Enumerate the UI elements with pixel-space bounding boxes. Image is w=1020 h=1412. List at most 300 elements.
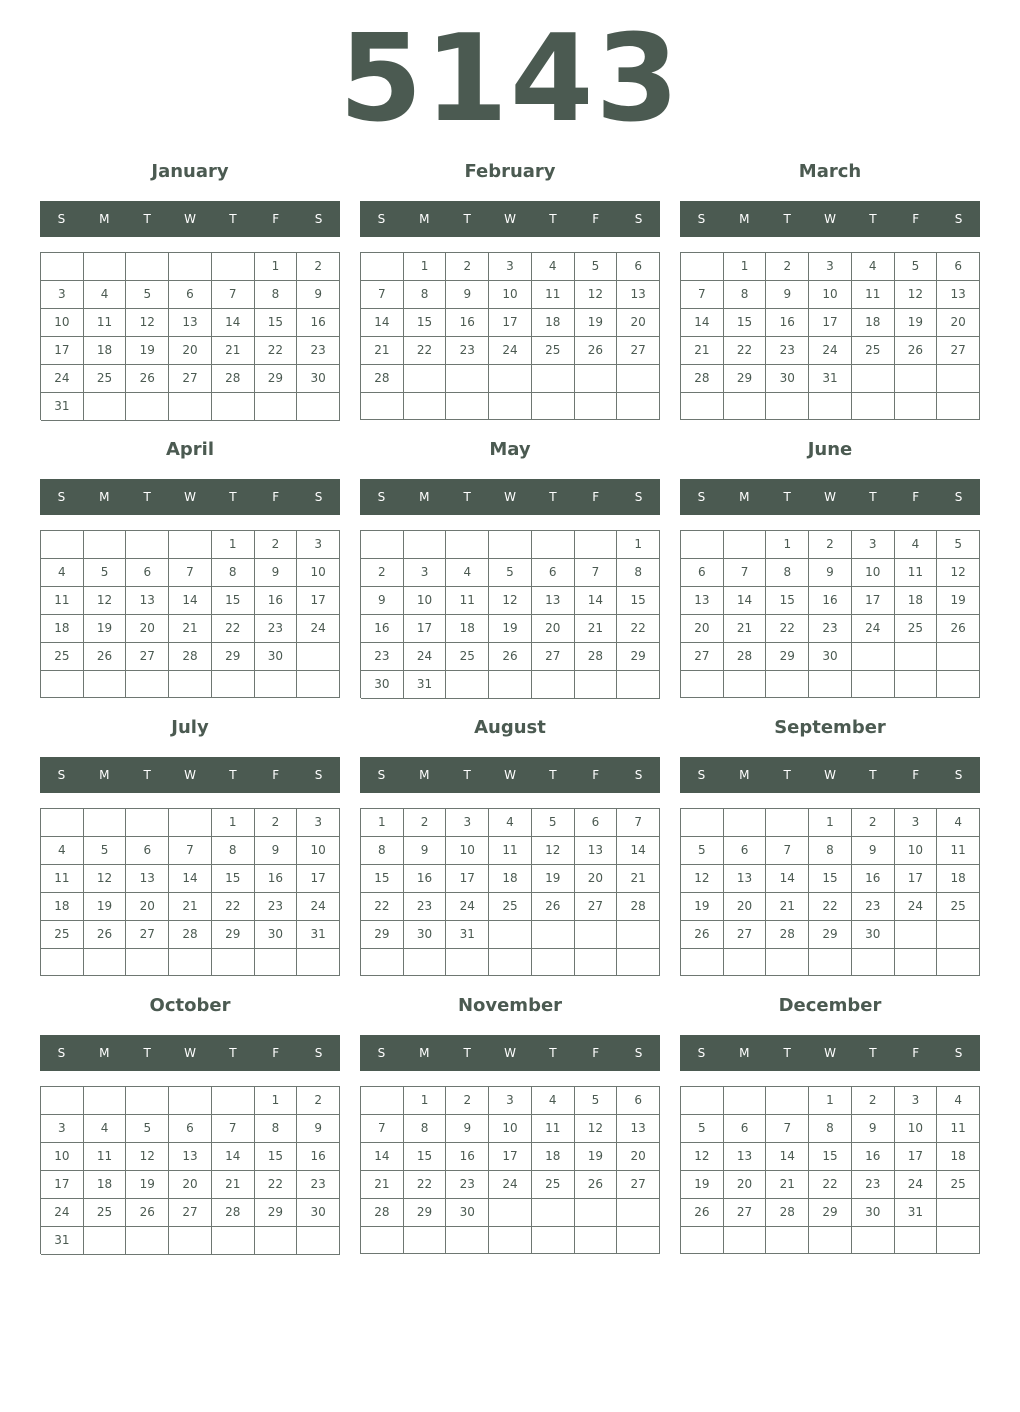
empty-day-cell [212,393,255,421]
day-cell: 8 [809,1115,852,1143]
empty-day-cell [212,949,255,976]
day-cell: 26 [84,921,127,949]
day-cell: 20 [126,615,169,643]
day-cell: 5 [126,1115,169,1143]
weekday-label: M [739,1046,750,1060]
empty-day-cell [681,809,724,837]
day-cell: 28 [681,365,724,393]
empty-day-cell [681,1087,724,1115]
day-cell: 17 [297,865,340,893]
day-cell: 21 [212,337,255,365]
empty-day-cell [84,393,127,421]
day-cell: 29 [255,1199,298,1227]
weekday-label: T [869,1046,877,1060]
day-cell: 9 [852,1115,895,1143]
empty-day-cell [575,365,618,393]
weekday-label: T [143,212,151,226]
day-cell: 24 [41,1199,84,1227]
empty-day-cell [126,393,169,421]
empty-day-cell [681,531,724,559]
day-cell: 21 [724,615,767,643]
weekday-label: W [504,1046,516,1060]
empty-day-cell [724,809,767,837]
day-cell: 27 [617,337,660,365]
weekday-header [680,479,980,515]
day-cell: 29 [212,643,255,671]
day-cell: 22 [766,615,809,643]
day-cell: 19 [937,587,980,615]
empty-day-cell [255,671,298,698]
weekday-header [40,201,340,237]
day-cell: 2 [255,531,298,559]
empty-day-cell [532,1227,575,1254]
day-cell: 27 [169,365,212,393]
day-cell: 18 [532,1143,575,1171]
day-cell: 29 [617,643,660,671]
day-cell: 15 [212,865,255,893]
empty-day-cell [724,1227,767,1254]
day-cell: 22 [809,1171,852,1199]
day-cell: 18 [895,587,938,615]
day-cell: 11 [41,865,84,893]
day-cell: 5 [575,1087,618,1115]
weekday-label: T [549,1046,557,1060]
weekday-label: S [697,212,706,226]
weekday-label: F [912,212,920,226]
month-title: October [149,995,231,1016]
day-cell: 5 [937,531,980,559]
weekday-label: M [99,768,110,782]
empty-day-cell [361,949,404,976]
empty-day-cell [41,1087,84,1115]
day-cell: 15 [404,1143,447,1171]
day-cell: 8 [212,559,255,587]
day-cell: 28 [575,643,618,671]
empty-day-cell [575,921,618,949]
day-cell: 12 [895,281,938,309]
day-cell: 10 [297,559,340,587]
day-cell: 21 [766,1171,809,1199]
month-title: April [165,439,215,460]
month-december [680,990,980,1260]
empty-day-cell [681,949,724,976]
weekday-label: F [592,212,600,226]
weekday-label: F [912,490,920,504]
day-cell: 17 [809,309,852,337]
empty-day-cell [297,949,340,976]
day-cell: 1 [255,253,298,281]
weekday-label: T [463,1046,471,1060]
day-cell: 8 [404,1115,447,1143]
day-cell: 25 [41,921,84,949]
day-cell: 24 [297,615,340,643]
day-cell: 4 [895,531,938,559]
day-cell: 4 [532,253,575,281]
day-cell: 12 [532,837,575,865]
day-cell: 13 [724,865,767,893]
empty-day-cell [681,671,724,698]
empty-day-cell [297,671,340,698]
day-cell: 7 [617,809,660,837]
day-cell: 15 [809,865,852,893]
empty-day-cell [895,671,938,698]
empty-day-cell [532,1199,575,1227]
weekday-label: W [824,212,836,226]
day-cell: 19 [681,893,724,921]
day-cell: 14 [361,1143,404,1171]
day-cell: 11 [41,587,84,615]
weekday-label: T [869,490,877,504]
day-cell: 3 [852,531,895,559]
month-title: June [807,439,853,460]
empty-day-cell [446,531,489,559]
empty-day-cell [895,921,938,949]
weekday-label: S [377,768,386,782]
day-cell: 5 [84,559,127,587]
day-cell: 4 [84,281,127,309]
weekday-label: T [783,768,791,782]
day-cell: 31 [895,1199,938,1227]
day-cell: 10 [489,281,532,309]
day-cell: 11 [532,281,575,309]
empty-day-cell [532,393,575,420]
day-cell: 10 [404,587,447,615]
day-cell: 21 [212,1171,255,1199]
empty-day-cell [126,949,169,976]
empty-day-cell [489,921,532,949]
day-cell: 27 [937,337,980,365]
day-cell: 27 [575,893,618,921]
day-cell: 10 [895,837,938,865]
day-cell: 20 [724,893,767,921]
day-cell: 8 [361,837,404,865]
weekday-label: M [99,1046,110,1060]
day-cell: 19 [126,1171,169,1199]
weekday-label: F [592,768,600,782]
empty-day-cell [41,809,84,837]
month-january [40,156,340,426]
empty-day-cell [617,921,660,949]
day-cell: 24 [809,337,852,365]
empty-day-cell [852,643,895,671]
day-cell: 2 [404,809,447,837]
empty-day-cell [126,253,169,281]
day-cell: 25 [937,1171,980,1199]
day-cell: 26 [681,921,724,949]
day-cell: 17 [41,337,84,365]
day-cell: 30 [852,921,895,949]
weekday-label: S [377,490,386,504]
weekday-label: F [912,1046,920,1060]
month-february [360,156,660,426]
empty-day-cell [681,1227,724,1254]
weekday-label: T [229,490,237,504]
empty-day-cell [446,949,489,976]
day-cell: 14 [361,309,404,337]
empty-day-cell [937,949,980,976]
day-cell: 9 [361,587,404,615]
day-cell: 4 [852,253,895,281]
day-cell: 31 [404,671,447,699]
empty-day-cell [404,949,447,976]
day-cell: 15 [404,309,447,337]
day-cell: 29 [255,365,298,393]
day-cell: 21 [169,615,212,643]
empty-day-cell [169,671,212,698]
day-cell: 6 [724,1115,767,1143]
day-cell: 5 [575,253,618,281]
day-cell: 25 [937,893,980,921]
day-cell: 9 [255,559,298,587]
day-cell: 16 [255,587,298,615]
empty-day-cell [84,1087,127,1115]
day-cell: 31 [41,1227,84,1255]
day-cell: 17 [895,1143,938,1171]
day-cell: 6 [575,809,618,837]
day-cell: 19 [84,893,127,921]
day-cell: 28 [724,643,767,671]
weekday-label: S [634,212,643,226]
day-cell: 10 [41,309,84,337]
day-cell: 9 [255,837,298,865]
day-cell: 29 [212,921,255,949]
weekday-label: T [463,490,471,504]
day-cell: 24 [895,893,938,921]
day-cell: 16 [446,309,489,337]
empty-day-cell [446,393,489,420]
day-cell: 10 [297,837,340,865]
day-cell: 2 [255,809,298,837]
day-cell: 4 [937,1087,980,1115]
day-grid [360,252,660,420]
day-grid [680,1086,980,1254]
day-cell: 1 [724,253,767,281]
day-cell: 30 [809,643,852,671]
day-cell: 12 [126,309,169,337]
weekday-label: T [783,212,791,226]
empty-day-cell [766,1227,809,1254]
day-cell: 31 [297,921,340,949]
empty-day-cell [809,671,852,698]
day-cell: 14 [766,1143,809,1171]
day-cell: 18 [532,309,575,337]
day-cell: 8 [404,281,447,309]
month-title: February [464,161,556,182]
day-cell: 8 [617,559,660,587]
weekday-label: F [592,490,600,504]
weekday-label: T [549,768,557,782]
day-cell: 18 [937,1143,980,1171]
day-cell: 15 [361,865,404,893]
day-cell: 5 [681,837,724,865]
weekday-label: T [783,490,791,504]
weekday-label: F [592,1046,600,1060]
empty-day-cell [532,949,575,976]
weekday-label: S [634,1046,643,1060]
empty-day-cell [446,1227,489,1254]
day-cell: 5 [532,809,575,837]
day-cell: 20 [575,865,618,893]
day-cell: 1 [617,531,660,559]
day-cell: 6 [126,837,169,865]
day-cell: 20 [937,309,980,337]
day-cell: 2 [809,531,852,559]
day-cell: 27 [532,643,575,671]
empty-day-cell [212,671,255,698]
day-cell: 5 [489,559,532,587]
month-may [360,434,660,704]
empty-day-cell [532,671,575,699]
day-cell: 13 [617,281,660,309]
day-cell: 12 [84,865,127,893]
day-cell: 2 [297,253,340,281]
empty-day-cell [681,393,724,420]
weekday-label: T [869,768,877,782]
day-cell: 14 [212,1143,255,1171]
day-cell: 20 [169,1171,212,1199]
day-cell: 13 [937,281,980,309]
day-cell: 21 [617,865,660,893]
empty-day-cell [489,365,532,393]
day-cell: 18 [84,337,127,365]
day-cell: 7 [681,281,724,309]
weekday-label: S [377,212,386,226]
day-cell: 23 [255,893,298,921]
day-cell: 26 [575,337,618,365]
empty-day-cell [937,921,980,949]
empty-day-cell [126,1227,169,1255]
weekday-header [40,757,340,793]
empty-day-cell [937,643,980,671]
empty-day-cell [852,393,895,420]
day-cell: 3 [297,531,340,559]
empty-day-cell [404,393,447,420]
day-cell: 28 [212,1199,255,1227]
month-title: August [474,717,546,738]
day-cell: 18 [446,615,489,643]
day-cell: 1 [212,531,255,559]
day-cell: 9 [404,837,447,865]
day-cell: 10 [895,1115,938,1143]
empty-day-cell [169,1087,212,1115]
empty-day-cell [937,393,980,420]
day-cell: 12 [575,1115,618,1143]
day-cell: 19 [84,615,127,643]
month-october [40,990,340,1260]
day-cell: 24 [404,643,447,671]
day-grid [680,808,980,976]
day-cell: 23 [297,337,340,365]
day-cell: 21 [681,337,724,365]
month-title: January [151,161,229,182]
day-cell: 20 [617,1143,660,1171]
weekday-label: W [184,490,196,504]
day-cell: 12 [575,281,618,309]
day-cell: 23 [809,615,852,643]
day-cell: 18 [489,865,532,893]
day-cell: 6 [617,1087,660,1115]
empty-day-cell [895,643,938,671]
weekday-label: S [634,490,643,504]
weekday-label: S [377,1046,386,1060]
empty-day-cell [617,393,660,420]
weekday-label: T [229,212,237,226]
empty-day-cell [126,671,169,698]
empty-day-cell [766,1087,809,1115]
day-cell: 28 [169,921,212,949]
day-cell: 13 [724,1143,767,1171]
day-cell: 12 [681,1143,724,1171]
day-cell: 3 [446,809,489,837]
day-cell: 29 [809,921,852,949]
empty-day-cell [575,531,618,559]
empty-day-cell [489,949,532,976]
day-cell: 16 [297,1143,340,1171]
weekday-header [40,1035,340,1071]
weekday-label: M [99,490,110,504]
empty-day-cell [361,1087,404,1115]
weekday-header [360,479,660,515]
day-cell: 16 [809,587,852,615]
day-cell: 19 [895,309,938,337]
empty-day-cell [446,671,489,699]
weekday-label: S [634,768,643,782]
weekday-label: T [229,768,237,782]
empty-day-cell [169,393,212,421]
day-cell: 28 [617,893,660,921]
empty-day-cell [852,949,895,976]
day-cell: 18 [937,865,980,893]
day-cell: 29 [766,643,809,671]
empty-day-cell [404,531,447,559]
empty-day-cell [532,531,575,559]
day-cell: 14 [724,587,767,615]
day-cell: 14 [617,837,660,865]
empty-day-cell [84,531,127,559]
empty-day-cell [169,531,212,559]
empty-day-cell [255,1227,298,1255]
day-cell: 21 [575,615,618,643]
weekday-label: S [57,768,66,782]
day-cell: 13 [681,587,724,615]
day-grid [40,808,340,976]
weekday-label: S [697,768,706,782]
empty-day-cell [532,365,575,393]
day-cell: 22 [212,893,255,921]
empty-day-cell [84,809,127,837]
day-cell: 25 [532,337,575,365]
empty-day-cell [169,949,212,976]
day-cell: 14 [575,587,618,615]
day-cell: 1 [809,809,852,837]
day-cell: 23 [297,1171,340,1199]
weekday-label: T [143,1046,151,1060]
day-cell: 11 [489,837,532,865]
weekday-label: S [954,490,963,504]
empty-day-cell [169,809,212,837]
day-cell: 4 [446,559,489,587]
day-cell: 28 [169,643,212,671]
day-cell: 19 [575,1143,618,1171]
day-cell: 17 [404,615,447,643]
day-cell: 29 [724,365,767,393]
empty-day-cell [809,393,852,420]
day-cell: 13 [532,587,575,615]
day-cell: 10 [41,1143,84,1171]
day-cell: 13 [575,837,618,865]
day-cell: 2 [766,253,809,281]
day-cell: 2 [297,1087,340,1115]
